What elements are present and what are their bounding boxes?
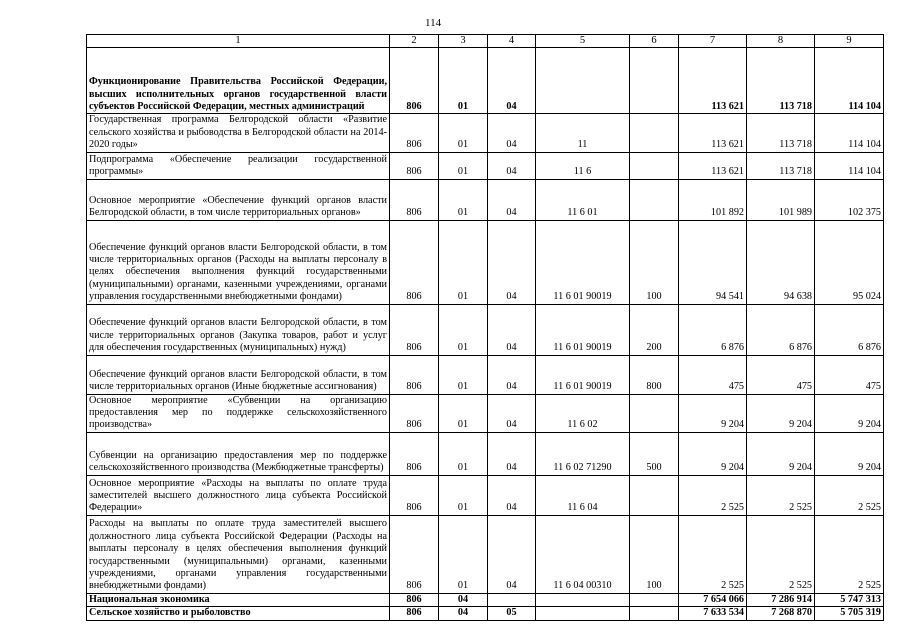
section-code: 04	[439, 607, 488, 620]
amount-col-7: 113 621	[679, 48, 747, 114]
amount-col-7: 2 525	[679, 515, 747, 593]
amount-col-7: 7 633 534	[679, 607, 747, 620]
section-code: 01	[439, 220, 488, 304]
header-cell: 3	[439, 35, 488, 48]
row-name: Государственная программа Белгородской области «Развитие сельского хозяйства и рыбоводства в Белгородской области на 2014-2020 годы»	[87, 114, 390, 152]
section-code: 01	[439, 475, 488, 515]
target-article-code: 11 6 02	[536, 394, 630, 432]
section-code: 04	[439, 593, 488, 606]
amount-col-7: 9 204	[679, 394, 747, 432]
amount-col-8: 113 718	[747, 152, 815, 179]
subsection-code: 04	[488, 114, 536, 152]
row-name: Сельское хозяйство и рыболовство	[87, 607, 390, 620]
expense-type-code	[630, 152, 679, 179]
target-article-code	[536, 607, 630, 620]
row-name: Подпрограмма «Обеспечение реализации государственной программы»	[87, 152, 390, 179]
header-cell: 2	[390, 35, 439, 48]
amount-col-8: 9 204	[747, 394, 815, 432]
amount-col-7: 101 892	[679, 179, 747, 220]
section-code: 01	[439, 355, 488, 394]
amount-col-9: 102 375	[815, 179, 884, 220]
amount-col-7: 113 621	[679, 152, 747, 179]
table-row	[87, 515, 884, 593]
row-name: Основное мероприятие «Расходы на выплаты по оплате труда заместителей высшего должностного лица субъекта Российской Федерации»	[87, 475, 390, 515]
header-cell: 8	[747, 35, 815, 48]
row-name: Обеспечение функций органов власти Белгородской области, в том числе территориальных органов (Расходы на выплаты персоналу в целях обеспечения выполнения функций государственными (муниципальными) органами, казенными учреждениями, органами управления государственными внебюджетными фондами)	[87, 220, 390, 304]
target-article-code: 11 6 01 90019	[536, 355, 630, 394]
amount-col-9: 114 104	[815, 152, 884, 179]
amount-col-9: 5 747 313	[815, 593, 884, 606]
amount-col-7: 9 204	[679, 432, 747, 475]
amount-col-8: 475	[747, 355, 815, 394]
target-article-code	[536, 48, 630, 114]
header-row	[87, 35, 884, 48]
section-code: 01	[439, 515, 488, 593]
ved-code: 806	[390, 48, 439, 114]
table-row	[87, 152, 884, 179]
subsection-code: 04	[488, 304, 536, 355]
target-article-code: 11 6 01	[536, 179, 630, 220]
ved-code: 806	[390, 220, 439, 304]
amount-col-8: 6 876	[747, 304, 815, 355]
expense-type-code: 800	[630, 355, 679, 394]
expense-type-code	[630, 179, 679, 220]
amount-col-8: 113 718	[747, 48, 815, 114]
amount-col-8: 94 638	[747, 220, 815, 304]
table-row	[87, 475, 884, 515]
target-article-code: 11 6 01 90019	[536, 304, 630, 355]
amount-col-9: 95 024	[815, 220, 884, 304]
amount-col-9: 2 525	[815, 515, 884, 593]
expense-type-code	[630, 593, 679, 606]
subsection-code	[488, 593, 536, 606]
amount-col-9: 114 104	[815, 114, 884, 152]
subsection-code: 04	[488, 475, 536, 515]
page-number: 114	[425, 17, 442, 29]
amount-col-8: 101 989	[747, 179, 815, 220]
target-article-code	[536, 593, 630, 606]
section-code: 01	[439, 48, 488, 114]
target-article-code: 11 6 04 00310	[536, 515, 630, 593]
subsection-code: 05	[488, 607, 536, 620]
target-article-code: 11 6 02 71290	[536, 432, 630, 475]
ved-code: 806	[390, 394, 439, 432]
expense-type-code	[630, 394, 679, 432]
ved-code: 806	[390, 593, 439, 606]
amount-col-9: 9 204	[815, 394, 884, 432]
ved-code: 806	[390, 304, 439, 355]
table-row	[87, 355, 884, 394]
expense-type-code	[630, 114, 679, 152]
row-name: Обеспечение функций органов власти Белгородской области, в том числе территориальных органов (Иные бюджетные ассигнования)	[87, 355, 390, 394]
subsection-code: 04	[488, 48, 536, 114]
ved-code: 806	[390, 152, 439, 179]
ved-code: 806	[390, 475, 439, 515]
header-cell: 1	[87, 35, 390, 48]
amount-col-8: 2 525	[747, 515, 815, 593]
ved-code: 806	[390, 114, 439, 152]
table-row	[87, 304, 884, 355]
amount-col-7: 113 621	[679, 114, 747, 152]
budget-table	[86, 34, 884, 621]
section-code: 01	[439, 152, 488, 179]
table-row	[87, 48, 884, 114]
amount-col-8: 7 286 914	[747, 593, 815, 606]
subsection-code: 04	[488, 179, 536, 220]
table-row	[87, 179, 884, 220]
expense-type-code	[630, 48, 679, 114]
ved-code: 806	[390, 515, 439, 593]
target-article-code: 11 6 04	[536, 475, 630, 515]
section-code: 01	[439, 304, 488, 355]
row-name: Основное мероприятие «Обеспечение функций органов власти Белгородской области, в том числе территориальных органов»	[87, 179, 390, 220]
row-name: Функционирование Правительства Российской Федерации, высших исполнительных органов государственной власти субъектов Российской Федерации, местных администраций	[87, 48, 390, 114]
section-code: 01	[439, 179, 488, 220]
row-name: Субвенции на организацию предоставления мер по поддержке сельскохозяйственного производства (Межбюджетные трансферты)	[87, 432, 390, 475]
amount-col-7: 94 541	[679, 220, 747, 304]
amount-col-8: 7 268 870	[747, 607, 815, 620]
amount-col-7: 475	[679, 355, 747, 394]
section-code: 01	[439, 394, 488, 432]
table-row	[87, 607, 884, 620]
expense-type-code	[630, 475, 679, 515]
expense-type-code: 100	[630, 515, 679, 593]
subsection-code: 04	[488, 220, 536, 304]
section-code: 01	[439, 432, 488, 475]
expense-type-code	[630, 607, 679, 620]
ved-code: 806	[390, 179, 439, 220]
ved-code: 806	[390, 607, 439, 620]
table-row	[87, 394, 884, 432]
subsection-code: 04	[488, 355, 536, 394]
amount-col-8: 9 204	[747, 432, 815, 475]
ved-code: 806	[390, 432, 439, 475]
header-cell: 6	[630, 35, 679, 48]
ved-code: 806	[390, 355, 439, 394]
row-name: Национальная экономика	[87, 593, 390, 606]
header-cell: 4	[488, 35, 536, 48]
subsection-code: 04	[488, 432, 536, 475]
amount-col-9: 475	[815, 355, 884, 394]
table-row	[87, 432, 884, 475]
header-cell: 5	[536, 35, 630, 48]
amount-col-7: 7 654 066	[679, 593, 747, 606]
table-body	[87, 48, 884, 620]
amount-col-7: 2 525	[679, 475, 747, 515]
target-article-code: 11 6	[536, 152, 630, 179]
amount-col-9: 114 104	[815, 48, 884, 114]
amount-col-7: 6 876	[679, 304, 747, 355]
header-cell: 7	[679, 35, 747, 48]
expense-type-code: 100	[630, 220, 679, 304]
row-name: Основное мероприятие «Субвенции на организацию предоставления мер по поддержке сельскохозяйственного производства»	[87, 394, 390, 432]
table-row	[87, 220, 884, 304]
amount-col-8: 113 718	[747, 114, 815, 152]
subsection-code: 04	[488, 394, 536, 432]
amount-col-9: 5 705 319	[815, 607, 884, 620]
target-article-code: 11	[536, 114, 630, 152]
amount-col-8: 2 525	[747, 475, 815, 515]
subsection-code: 04	[488, 152, 536, 179]
amount-col-9: 2 525	[815, 475, 884, 515]
subsection-code: 04	[488, 515, 536, 593]
section-code: 01	[439, 114, 488, 152]
amount-col-9: 6 876	[815, 304, 884, 355]
row-name: Расходы на выплаты по оплате труда заместителей высшего должностного лица субъекта Российской Федерации (Расходы на выплаты персоналу в целях обеспечения выполнения функций государственными (муниципальными) органами, казенными учреждениями, органами управления государственными внебюджетными фондами)	[87, 515, 390, 593]
amount-col-9: 9 204	[815, 432, 884, 475]
target-article-code: 11 6 01 90019	[536, 220, 630, 304]
table-row	[87, 114, 884, 152]
expense-type-code: 200	[630, 304, 679, 355]
table-row	[87, 593, 884, 606]
row-name: Обеспечение функций органов власти Белгородской области, в том числе территориальных органов (Закупка товаров, работ и услуг для обеспечения государственных (муниципальных) нужд)	[87, 304, 390, 355]
header-cell: 9	[815, 35, 884, 48]
expense-type-code: 500	[630, 432, 679, 475]
